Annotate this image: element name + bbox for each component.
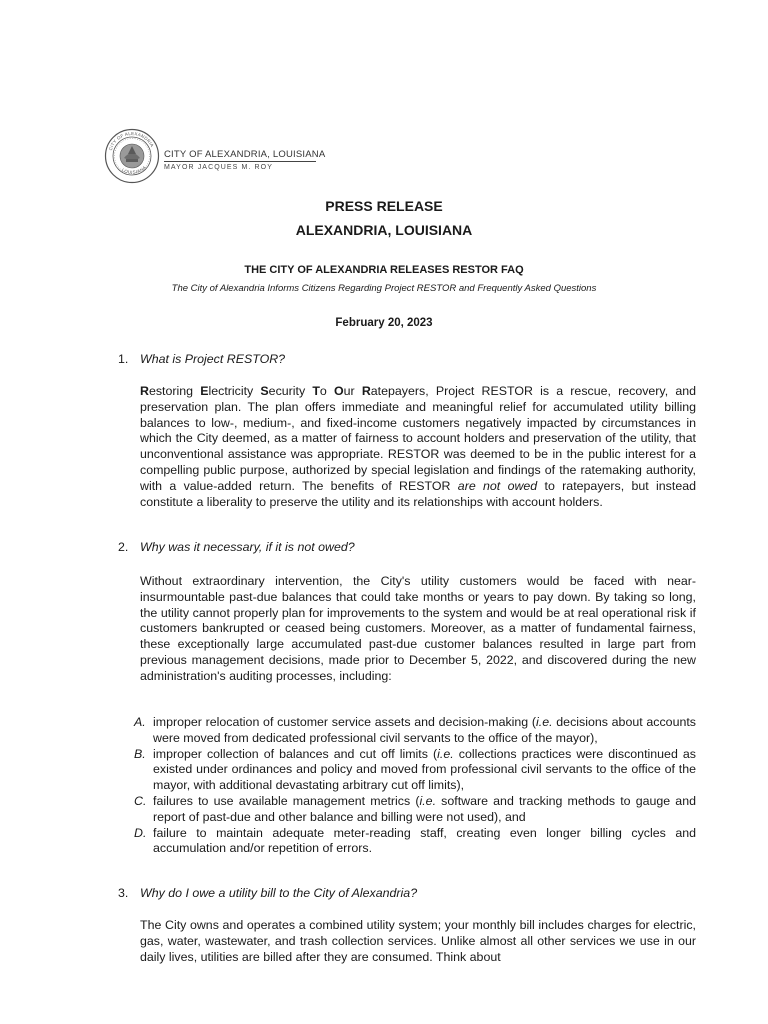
question-text: What is Project RESTOR?: [140, 352, 286, 366]
release-date: February 20, 2023: [335, 317, 433, 329]
city-seal-icon: [104, 128, 160, 184]
question-number: 3.: [118, 886, 129, 900]
question-text: Why do I owe a utility bill to the City of Alexandria?: [140, 886, 418, 900]
question-number: 1.: [118, 352, 129, 366]
letterhead-divider: [164, 161, 316, 162]
headline: THE CITY OF ALEXANDRIA RELEASES RESTOR FAQ: [244, 264, 524, 276]
answer-1: Restoring Electricity Security To Our Ratepayers, Project RESTOR is a rescue, recovery, and preservation plan. The plan offers immediate and meaningful relief for accumulated utility billing balances to low-, medium-, and fixed-income customers negatively impacted by circumstances in which the City deemed, as a matter of fairness to account holders and preservation of the utility, that unconventional assistance was appropriate. RESTOR was deemed to be in the public interest for a compelling public purpose, authorized by special legislation and findings of the ratemaking authority, with a value-added return. The benefits of RESTOR are not owed to ratepayers, but instead constitute a liberality to preserve the utility and its relationships with account holders.: [140, 384, 696, 509]
svg-text:LOUISIANA: LOUISIANA: [121, 164, 148, 175]
list-item: C. failures to use available management metrics (i.e. software and tracking methods to gauge and report of past-due and other balance and billing were not used), and: [134, 793, 696, 824]
question-1: [118, 352, 285, 366]
list-item: A. improper relocation of customer service assets and decision-making (i.e. decisions about accounts were moved from dedicated professional civil servants to the office of the mayor),: [134, 715, 696, 745]
question-2: [118, 540, 355, 554]
letterhead-mayor: MAYOR JACQUES M. ROY: [164, 164, 273, 171]
list-item: D. failure to maintain adequate meter-reading staff, creating even longer billing cycles and accumulation and/or repetition of errors.: [134, 825, 696, 856]
press-release-title: PRESS RELEASE: [325, 198, 443, 214]
question-text: Why was it necessary, if it is not owed?: [140, 540, 355, 554]
causes-list: [134, 715, 696, 857]
letterhead: [104, 128, 404, 188]
question-3: [118, 886, 417, 900]
answer-2: Without extraordinary intervention, the City's utility customers would be faced with near-insurmountable past-due balances that could take months or years to pay down. By taking so long, the utility cannot properly plan for improvements to the system and would be at real operational risk if customers bankrupted or ceased being customers. Moreover, as a matter of fundamental fairness, these exceptionally large accumulated past-due customer balances resulted in large part from previous management decisions, made prior to December 5, 2022, and discovered during the new administration's auditing processes, including:: [140, 574, 696, 683]
svg-text:CITY OF ALEXANDRIA: CITY OF ALEXANDRIA: [107, 130, 155, 152]
answer-3: The City owns and operates a combined utility system; your monthly bill includes charges for electric, gas, water, wastewater, and trash collection services. Unlike almost all other services we use in our daily lives, utilities are billed after they are consumed. Think about: [140, 918, 696, 964]
location-title: ALEXANDRIA, LOUISIANA: [295, 222, 473, 238]
list-item: B. improper collection of balances and cut off limits (i.e. collections practices were discontinued as existed under ordinances and policy and moved from professional civil servants to the office of the mayor, with additional devastating arbitrary cut off limits),: [134, 746, 696, 793]
letterhead-city: CITY OF ALEXANDRIA, LOUISIANA: [164, 149, 326, 160]
subheadline: The City of Alexandria Informs Citizens Regarding Project RESTOR and Frequently Asked Questions: [171, 283, 597, 294]
question-number: 2.: [118, 540, 129, 554]
